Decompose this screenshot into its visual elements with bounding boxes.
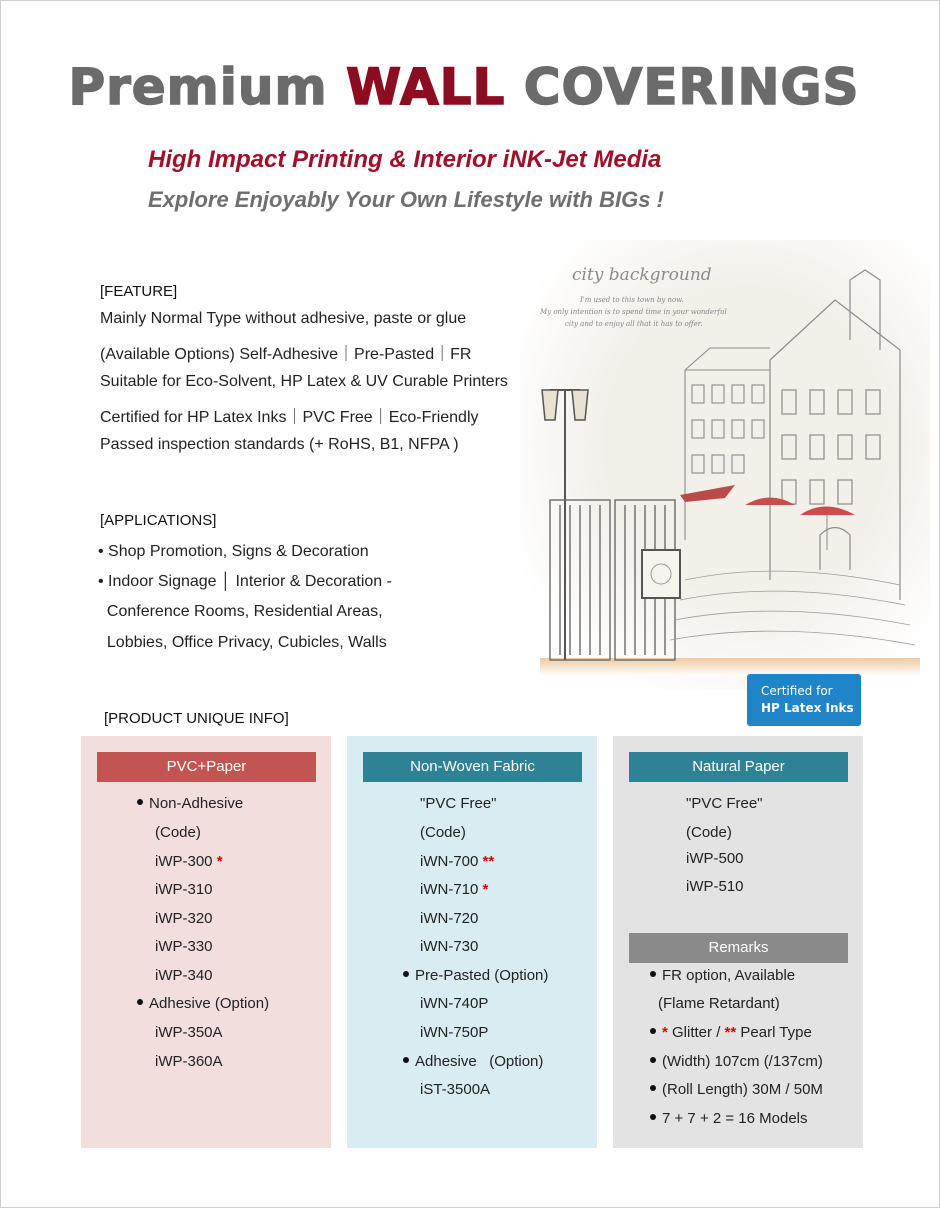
- bullet-icon: [650, 971, 656, 977]
- hp-latex-certified-badge: [747, 674, 861, 726]
- application-line: Lobbies, Office Privacy, Cubicles, Walls: [98, 634, 387, 651]
- bullet-icon: [403, 1057, 409, 1063]
- applications-heading: [APPLICATIONS]: [100, 512, 217, 529]
- column-header-non-woven: Non-Woven Fabric: [363, 752, 582, 782]
- illustration-text-3: city and to enjoy all that it has to offer.: [565, 320, 703, 328]
- list-item: iWP-300 *: [155, 853, 223, 870]
- bullet-icon: [650, 1057, 656, 1063]
- application-line: • Shop Promotion, Signs & Decoration: [98, 543, 369, 560]
- list-item: iWP-510: [686, 878, 744, 895]
- list-item: iWP-350A: [155, 1024, 223, 1041]
- title-coverings: COVERINGS: [523, 58, 860, 116]
- list-item: Adhesive (Option): [403, 1053, 543, 1070]
- subtitle-primary: High Impact Printing & Interior iNK-Jet Media: [148, 146, 662, 173]
- illustration-text-2: My only intention is to spend time in your wonderful: [540, 308, 727, 316]
- application-line: • Indoor Signage │ Interior & Decoration -: [98, 573, 392, 590]
- remark-item: * Glitter / ** Pearl Type: [650, 1024, 812, 1041]
- single-star-mark: *: [482, 881, 489, 898]
- list-item: Non-Adhesive: [137, 795, 243, 812]
- list-item: iST-3500A: [420, 1081, 491, 1098]
- list-item: iWN-710 *: [420, 881, 489, 898]
- remark-item: (Flame Retardant): [658, 995, 780, 1012]
- bullet-icon: [650, 1028, 656, 1034]
- list-item: Pre-Pasted (Option): [403, 967, 548, 984]
- remark-item: (Width) 107cm (/137cm): [650, 1053, 823, 1070]
- remark-item: 7 + 7 + 2 = 16 Models: [650, 1110, 808, 1127]
- list-item: iWP-320: [155, 910, 213, 927]
- badge-line-1: Certified for: [761, 684, 833, 698]
- list-item: iWP-330: [155, 938, 213, 955]
- remark-item: (Roll Length) 30M / 50M: [650, 1081, 823, 1098]
- illustration-text-1: I'm used to this town by now.: [580, 296, 684, 304]
- list-item: iWN-720: [420, 910, 479, 927]
- bullet-icon: [403, 971, 409, 977]
- bullet-icon: [650, 1085, 656, 1091]
- list-item: iWP-310: [155, 881, 213, 898]
- list-item: "PVC Free": [686, 795, 763, 812]
- title-premium: Premium: [68, 58, 328, 116]
- list-item: "PVC Free": [420, 795, 497, 812]
- title-wall: WALL: [346, 58, 506, 116]
- city-wallpaper-illustration: [520, 240, 930, 690]
- feature-line: Passed inspection standards (+ RoHS, B1, NFPA ): [100, 436, 459, 453]
- double-star-mark: **: [724, 1024, 737, 1041]
- column-header-pvc-paper: PVC+Paper: [97, 752, 316, 782]
- list-item: (Code): [686, 824, 732, 841]
- remarks-header: Remarks: [629, 933, 848, 963]
- feature-line: Certified for HP Latex Inks｜PVC Free｜Eco-Friendly: [100, 409, 479, 426]
- feature-line: Suitable for Eco-Solvent, HP Latex & UV Curable Printers: [100, 373, 508, 390]
- bullet-icon: [137, 999, 143, 1005]
- feature-line: Mainly Normal Type without adhesive, paste or glue: [100, 310, 467, 327]
- list-item: iWP-340: [155, 967, 213, 984]
- list-item: iWN-730: [420, 938, 479, 955]
- list-item: (Code): [155, 824, 201, 841]
- bullet-icon: [137, 799, 143, 805]
- illustration-caption: city background: [572, 265, 712, 285]
- product-info-heading: [PRODUCT UNIQUE INFO]: [104, 710, 289, 727]
- feature-line: (Available Options) Self-Adhesive｜Pre-Pasted｜FR: [100, 346, 472, 363]
- list-item: iWN-740P: [420, 995, 489, 1012]
- subtitle-secondary: Explore Enjoyably Your Own Lifestyle with BIGs !: [148, 187, 664, 212]
- application-line: Conference Rooms, Residential Areas,: [98, 603, 383, 620]
- badge-line-2: HP Latex Inks: [761, 701, 854, 715]
- page-title: [0, 58, 928, 116]
- list-item: iWP-360A: [155, 1053, 223, 1070]
- double-star-mark: **: [482, 853, 495, 870]
- bullet-icon: [650, 1114, 656, 1120]
- list-item: iWN-700 **: [420, 853, 495, 870]
- single-star-mark: *: [662, 1024, 668, 1041]
- list-item: iWP-500: [686, 850, 744, 867]
- remark-item: FR option, Available: [650, 967, 795, 984]
- single-star-mark: *: [216, 853, 223, 870]
- list-item: Adhesive (Option): [137, 995, 269, 1012]
- list-item: (Code): [420, 824, 466, 841]
- column-header-natural-paper: Natural Paper: [629, 752, 848, 782]
- feature-heading: [FEATURE]: [100, 283, 178, 300]
- list-item: iWN-750P: [420, 1024, 489, 1041]
